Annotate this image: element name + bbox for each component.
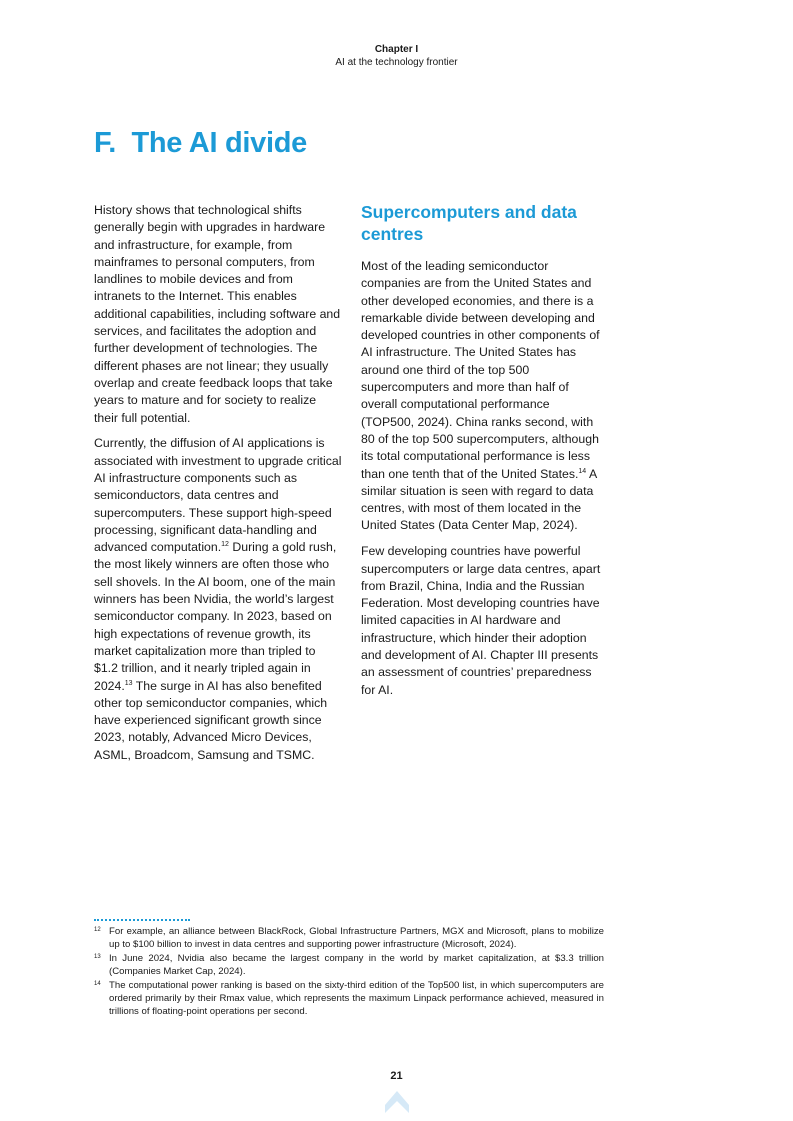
paragraph-text: History shows that technological shifts generally begin with upgrades in hardware and infrastructure, for example, from mainframes to personal computers, from landlines to mobile devices and from intranets to the Internet. This enables additional capabilities, including software and services, and facilitates the adoption and further development of technologies. The different phases are not linear; they usually overlap and create feedback loops that take years to mature and for society to realize their full potential.: [94, 203, 341, 425]
paragraph: [94, 435, 342, 764]
chevron-up-icon[interactable]: [383, 1089, 411, 1115]
footnote-text: For example, an alliance between BlackRock, Global Infrastructure Partners, MGX and Microsoft, plans to mobilize up to $100 billion to invest in data centres and supporting power infrastructure (Microsoft, 2024).: [109, 926, 604, 951]
subsection-title: Supercomputers and data centres: [361, 202, 577, 244]
footnote-12: [94, 925, 604, 951]
footnote-ref-14[interactable]: 14: [578, 467, 587, 475]
section-title: F. The AI divide: [94, 127, 307, 159]
paragraph: [94, 202, 342, 427]
footnote-number: 14: [94, 980, 101, 987]
footnote-ref-12[interactable]: 12: [221, 541, 229, 549]
footnote-number: 12: [94, 927, 101, 933]
paragraph-text: The surge in AI has also benefited other top semiconductor companies, which have experienced significant growth since 2023, notably, Advanced Micro Devices, ASML, Broadcom, Samsung and TSMC.: [94, 678, 328, 762]
footnote-divider: [94, 919, 190, 921]
footnote-text: The computational power ranking is based on the sixty-third edition of the Top500 list, in which supercomputers are ordered primarily by their Rmax value, which represents the maximum Linpack performance achieved, measured in trillions of floating-point operations per second.: [109, 979, 604, 1018]
left-column: [94, 202, 342, 773]
running-header: [0, 43, 793, 69]
right-column: [361, 201, 605, 707]
footnote-14: [94, 979, 604, 1019]
footnote-number: 13: [94, 953, 101, 960]
footnote-text: In June 2024, Nvidia also became the largest company in the world by market capitalization, at $3.3 trillion (Companies Market Cap, 2024).: [109, 952, 604, 978]
paragraph-text: Most of the leading semiconductor companies are from the United States and other developed economies, and there is a remarkable divide between developing and developed countries in other components of AI infrastructure. The United States has around one third of the top 500 supercomputers and more than half of overall computational performance (TOP500, 2024). China ranks second, with 80 of the top 500 supercomputers, although its total computational performance is less than one tenth that of the United States.: [361, 259, 600, 481]
paragraph-text: Currently, the diffusion of AI applications is associated with investment to upgrade critical AI infrastructure components such as semiconductors, data centres and supercomputers. These support high-speed processing, significant data-handling and advanced computation.: [94, 436, 342, 555]
page-number: 21: [390, 1070, 403, 1082]
paragraph: [361, 258, 605, 535]
paragraph-text: Few developing countries have powerful supercomputers or large data centres, apart from Brazil, China, India and the Russian Federation. Most developing countries have limited capacities in AI hardware and infrastructure, which hinder their adoption and development of AI. Chapter III presents an assessment of countries’ preparedness for AI.: [361, 544, 601, 697]
footnotes: [94, 925, 604, 1019]
chapter-subtitle: AI at the technology frontier: [335, 57, 458, 68]
footnote-13: [94, 952, 604, 978]
chapter-label: Chapter I: [374, 44, 419, 55]
paragraph: [361, 543, 605, 699]
footnote-ref-13[interactable]: 13: [124, 679, 133, 687]
paragraph-text: During a gold rush, the most likely winners are often those who sell shovels. In the AI boom, one of the main winners has been Nvidia, the world’s largest semiconductor company. In 2023, based on high expectations of revenue growth, its market capitalization more than tripled to $1.2 trillion, and it nearly tripled again in 2024.: [94, 540, 337, 693]
paragraph-text: A similar situation is seen with regard to data centres, with most of them located in the United States (Data Center Map, 2024).: [361, 466, 597, 533]
